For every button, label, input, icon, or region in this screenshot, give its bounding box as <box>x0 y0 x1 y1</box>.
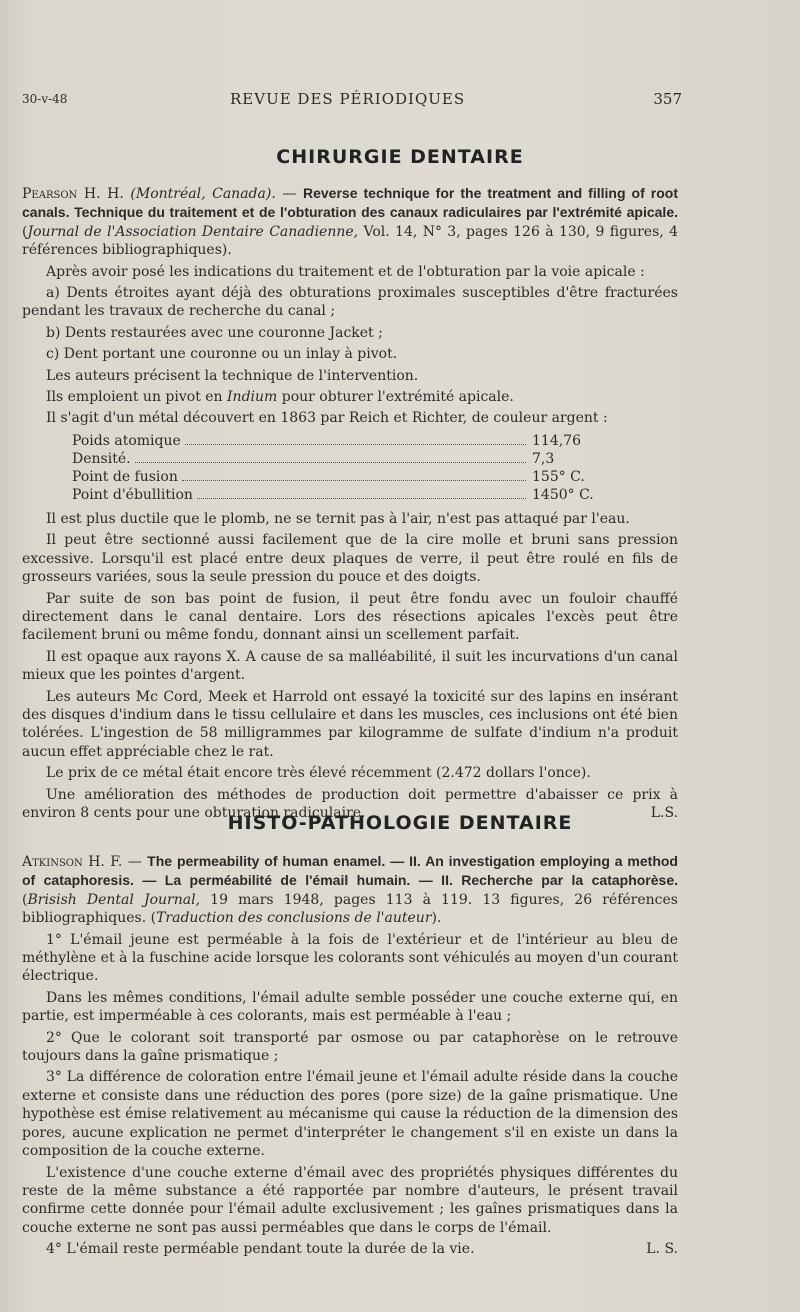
citation-author: Pearson H. H. <box>22 186 124 202</box>
citation-note: Traduction des conclusions de l'auteur <box>156 910 432 927</box>
paragraph: L'existence d'une couche externe d'émail avec des propriétés physiques différentes du reste de la même substance a été rapportée par nombre d'auteurs, le présent travail confirme cette donnée pour l'émail adulte exclusivement ; les gaînes prismatiques dans la couche externe ne sont pas aussi perméables que dans le corps de l'émail. <box>22 1164 678 1236</box>
section-title-chirurgie: CHIRURGIE DENTAIRE <box>276 146 524 168</box>
citation-details: 19 mars 1948, pages 113 à 119. 13 figures, 26 références bibliographiques. ( <box>22 891 678 927</box>
citation-close: ). <box>431 910 442 927</box>
citation-dash: — <box>122 854 148 870</box>
indium-word: Indium <box>227 389 278 406</box>
section-body-chirurgie <box>22 184 678 825</box>
paragraph: Le prix de ce métal était encore très élevé récemment (2.472 dollars l'once). <box>46 765 591 782</box>
citation-journal: Journal de l'Association Dentaire Canadienne, <box>27 223 359 240</box>
property-label: Point de fusion <box>72 468 178 485</box>
indium-post: pour obturer l'extrémité apicale. <box>277 389 514 406</box>
list-item-b: b) Dents restaurées avec une couronne Jacket ; <box>46 324 383 341</box>
leader-dots <box>185 444 526 445</box>
citation-atkinson <box>22 852 678 928</box>
paragraph: Les auteurs précisent la technique de l'intervention. <box>46 367 419 384</box>
page-number: 357 <box>653 90 682 108</box>
paragraph: Les auteurs Mc Cord, Meek et Harrold ont essayé la toxicité sur des lapins en insérant des disques d'indium dans le tissu cellulaire et dans les muscles, ces inclusions ont été bien tolérées. L'ingestion de 58 milligrammes par kilogramme de sulfate d'indium n'a produit aucun effet appréciable chez le rat. <box>22 688 678 760</box>
property-label: Densité. <box>72 450 131 467</box>
property-value: 155° C. <box>532 468 585 485</box>
leader-dots <box>182 480 526 481</box>
leader-dots <box>197 498 526 499</box>
header-date: 30-v-48 <box>22 92 68 106</box>
citation-dash: — <box>275 186 303 202</box>
property-row <box>72 468 612 486</box>
property-row <box>72 432 612 450</box>
leader-dots <box>135 462 526 463</box>
paragraph-indium <box>22 388 678 406</box>
property-label: Poids atomique <box>72 432 181 449</box>
indium-pre: Ils emploient un pivot en <box>46 389 228 406</box>
paragraph: Après avoir posé les indications du traitement et de l'obturation par la voie apicale : <box>46 263 645 280</box>
paragraph-metal-intro: Il s'agit d'un métal découvert en 1863 par Reich et Richter, de couleur argent : <box>46 410 608 427</box>
list-item-c: c) Dent portant une couronne ou un inlay à pivot. <box>46 346 398 363</box>
citation-article-title: Reverse technique for the treatment and filling of root canals. Technique du traitement et de l'obturation des canaux radiculaires par l'extrémité apicale. <box>22 185 679 221</box>
author-signature: L.S. <box>650 804 678 821</box>
running-header <box>22 90 682 112</box>
citation-journal: Brisish Dental Journal, <box>27 891 201 908</box>
property-value: 7,3 <box>532 450 555 467</box>
property-row <box>72 486 612 504</box>
list-item-a: a) Dents étroites ayant déjà des obturations proximales susceptibles d'être fracturées pendant les travaux de recherche du canal ; <box>22 285 678 320</box>
citation-article-title: The permeability of human enamel. — II. An investigation employing a method of cataphoresis. — La perméabilité de l'émail humain. — II. Recherche par la cataphorèse. <box>22 853 678 889</box>
paragraph: Par suite de son bas point de fusion, il peut être fondu avec un fouloir chauffé directement dans le canal dentaire. Lors des résections apicales l'excès peut être facilement bruni ou même fondu, donnant ainsi un scellement parfait. <box>22 590 678 644</box>
paragraph: Dans les mêmes conditions, l'émail adulte semble posséder une couche externe qui, en partie, est imperméable à ces colorants, mais est perméable à l'eau ; <box>22 989 678 1025</box>
section-body-histo <box>22 852 678 1262</box>
citation-paren: ( <box>22 223 28 240</box>
paragraph: Il est plus ductile que le plomb, ne se ternit pas à l'air, n'est pas attaqué par l'eau. <box>46 510 630 527</box>
property-row <box>72 450 612 468</box>
last-text: Une amélioration des méthodes de production doit permettre d'abaisser ce prix à environ 8 cents pour une obturation radiculaire. <box>22 786 678 821</box>
property-value: 1450° C. <box>532 486 594 503</box>
paragraph: Il est opaque aux rayons X. A cause de sa malléabilité, il suit les incurvations d'un canal mieux que les pointes d'argent. <box>22 648 678 684</box>
header-title: REVUE DES PÉRIODIQUES <box>230 90 466 108</box>
paragraph: Il peut être sectionné aussi facilement que de la cire molle et bruni sans pression excessive. Lorsqu'il est placé entre deux plaques de verre, il peut être roulé en fils de grosseurs variées, sous la seule pression du pouce et des doigts. <box>22 532 678 586</box>
citation-pearson <box>22 184 678 260</box>
paragraph: 2° Que le colorant soit transporté par osmose ou par cataphorèse on le retrouve toujours dans la gaîne prismatique ; <box>22 1029 678 1065</box>
citation-author: Atkinson H. F. <box>22 854 123 870</box>
paragraph-last <box>22 1240 678 1258</box>
paragraph: 1° L'émail jeune est perméable à la fois de l'extérieur et de l'intérieur au bleu de méthylène et à la fuschine acide lorsque les colorants sont véhiculés au moyen d'un courant électrique. <box>22 931 678 985</box>
citation-location: (Montréal, Canada). <box>130 186 276 202</box>
paragraph: 3° La différence de coloration entre l'émail jeune et l'émail adulte réside dans la couche externe et consiste dans une réduction des pores (pore size) de la gaîne prismatique. Une hypothèse est émise relativement au mécanisme qui cause la réduction de la dimension des pores, aucune explication ne permet d'interpréter le changement s'il en existe un dans la composition de la couche externe. <box>22 1069 678 1160</box>
citation-paren: ( <box>22 891 28 908</box>
author-signature: L. S. <box>646 1241 678 1258</box>
citation-details: Vol. 14, N° 3, pages 126 à 130, 9 figures, 4 références bibliographiques). <box>22 223 678 259</box>
last-text: 4° L'émail reste perméable pendant toute la durée de la vie. <box>46 1241 475 1258</box>
property-label: Point d'ébullition <box>72 486 193 503</box>
properties-table <box>72 432 612 504</box>
property-value: 114,76 <box>532 432 581 449</box>
section-title-histo: HISTO-PATHOLOGIE DENTAIRE <box>227 812 573 834</box>
